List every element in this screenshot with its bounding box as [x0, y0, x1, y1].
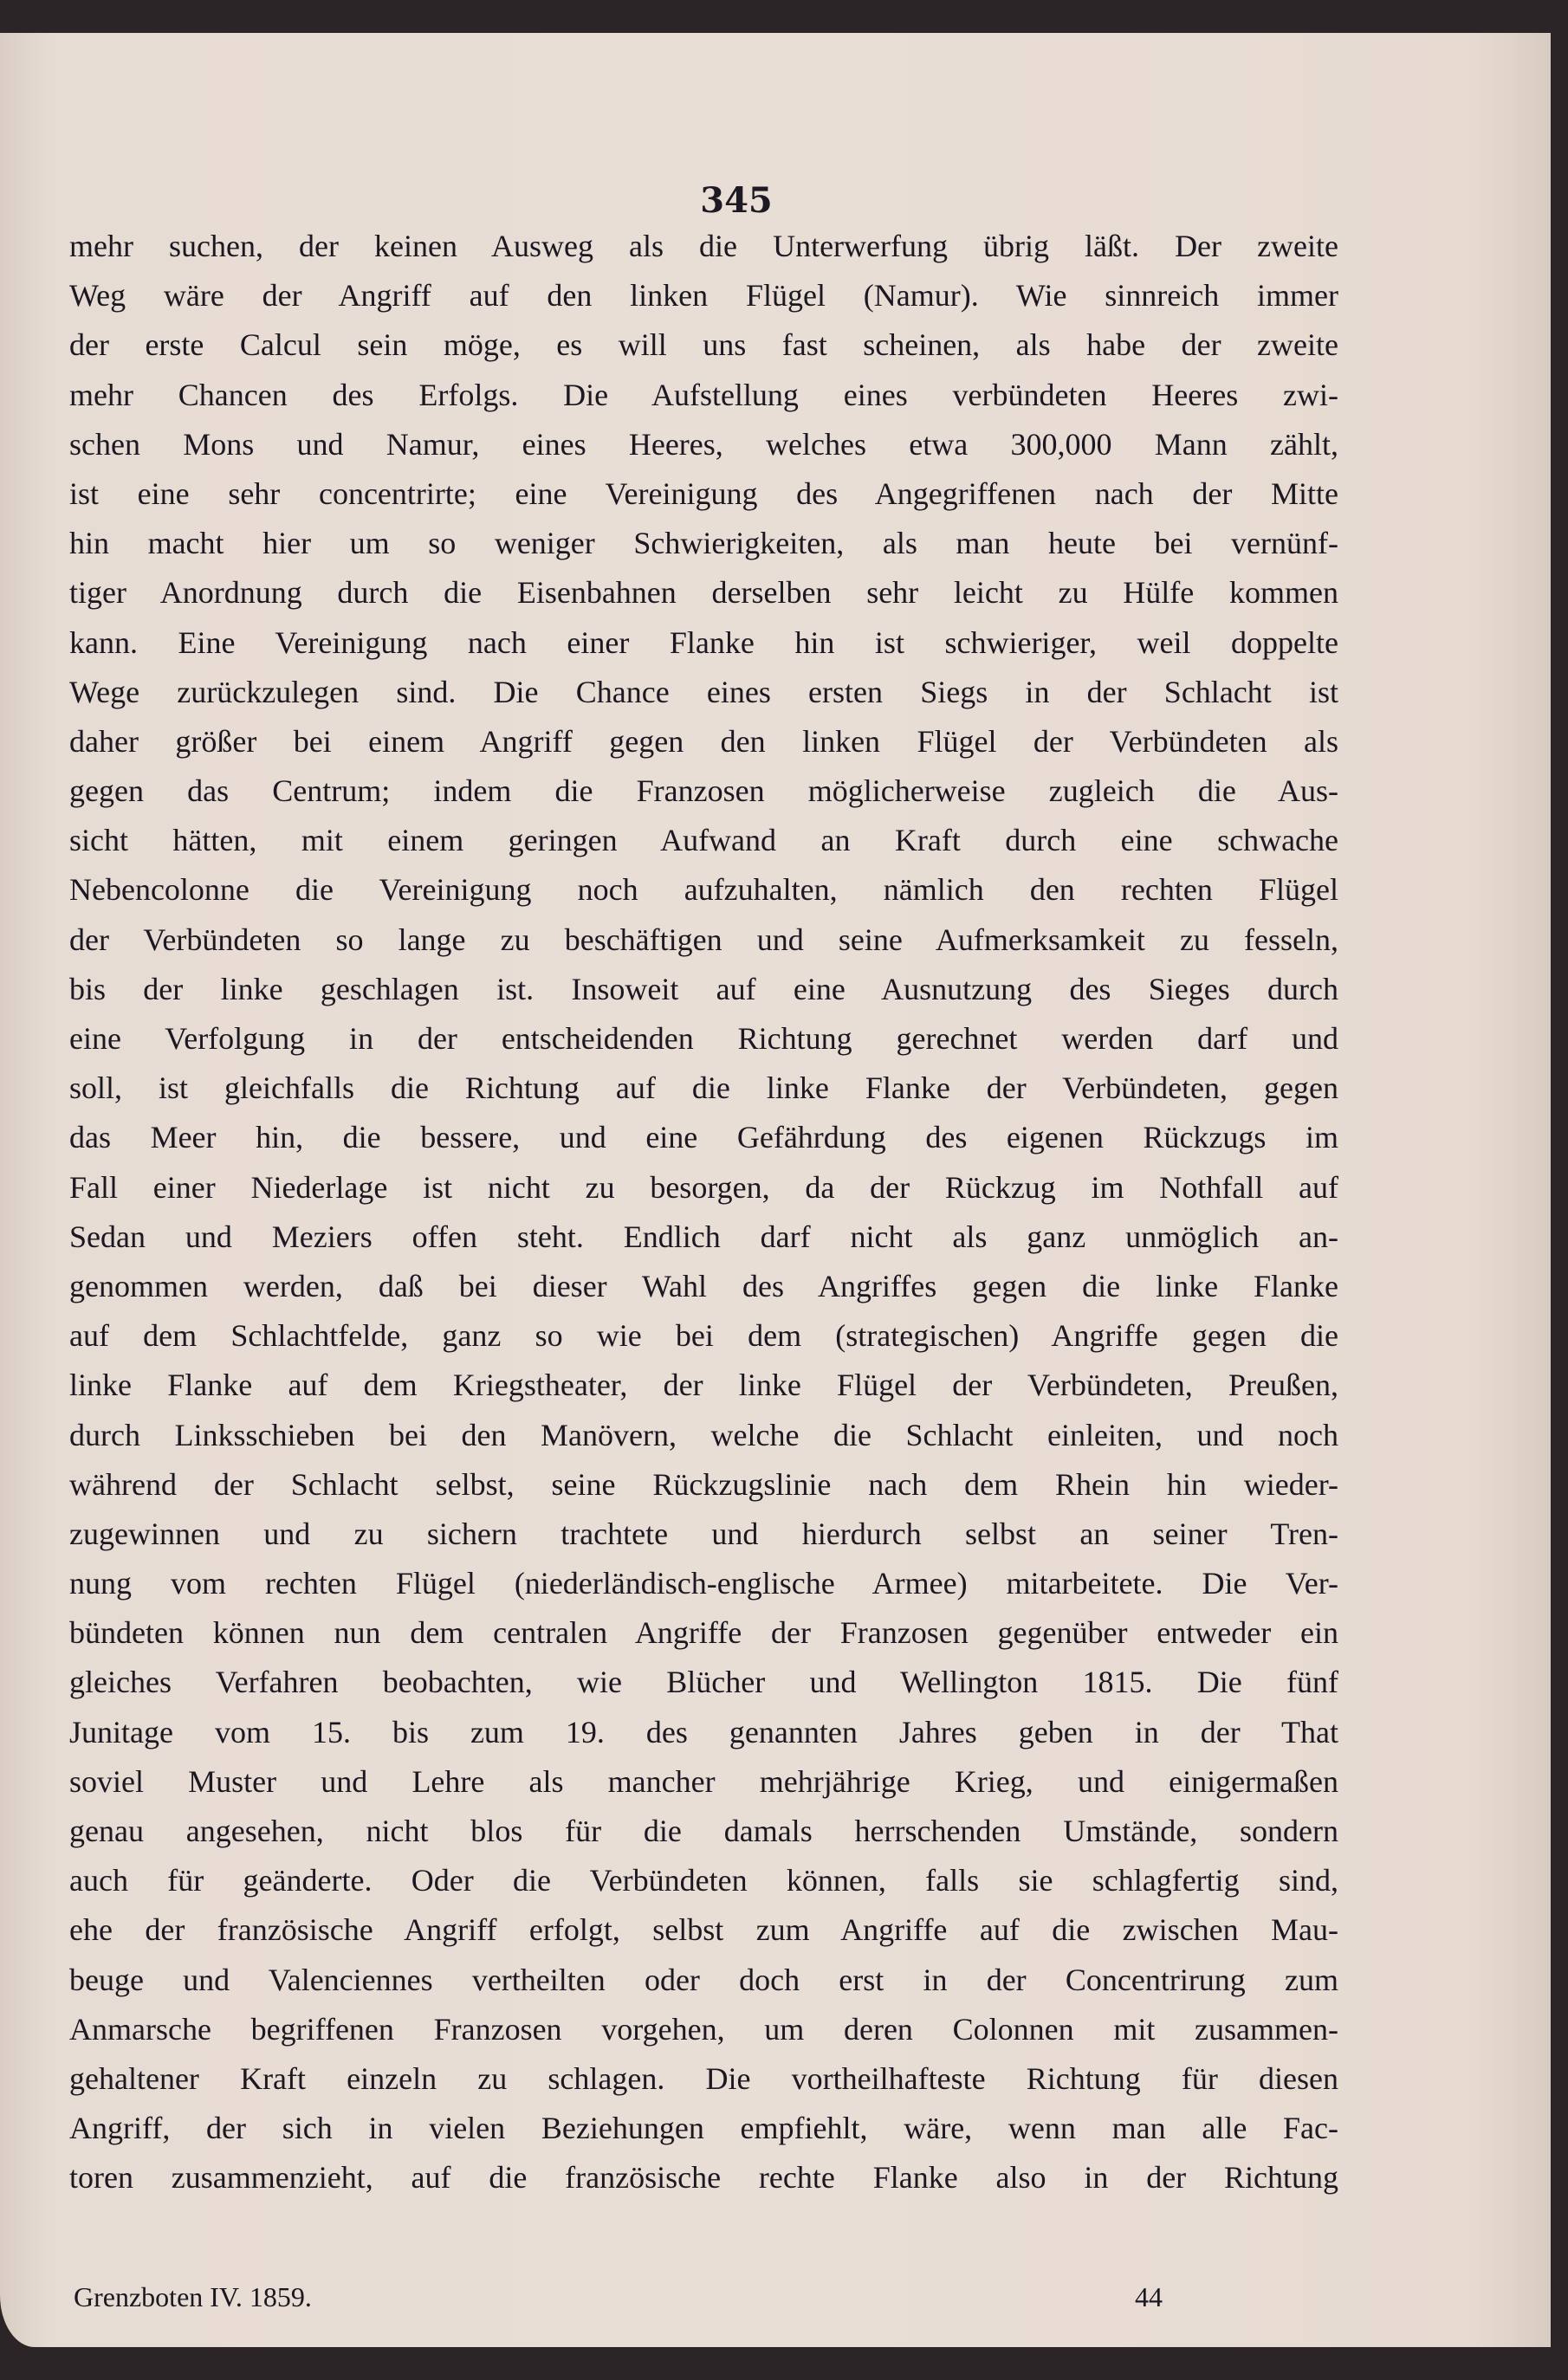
text-line: sicht hätten, mit einem geringen Aufwand an Kraft durch eine schwache	[69, 823, 1338, 858]
text-line: Fall einer Niederlage ist nicht zu besorgen, da der Rückzug im Nothfall auf	[69, 1169, 1338, 1205]
body-text	[69, 222, 1338, 2203]
text-line: ehe der französische Angriff erfolgt, selbst zum Angriffe auf die zwischen Mau-	[69, 1912, 1338, 1948]
text-line: durch Linksschieben bei den Manövern, welche die Schlacht einleiten, und noch	[69, 1417, 1338, 1452]
text-line: linke Flanke auf dem Kriegstheater, der linke Flügel der Verbündeten, Preußen,	[69, 1368, 1338, 1403]
text-line: Junitage vom 15. bis zum 19. des genannten Jahres geben in der That	[69, 1714, 1338, 1749]
text-line: genau angesehen, nicht blos für die damals herrschenden Umstände, sondern	[69, 1814, 1338, 1848]
text-line: zugewinnen und zu sichern trachtete und hierdurch selbst an seiner Tren-	[69, 1516, 1338, 1551]
text-line: auf dem Schlachtfelde, ganz so wie bei dem (strategischen) Angriffe gegen die	[69, 1318, 1338, 1354]
text-line: gehaltener Kraft einzeln zu schlagen. Die vortheilhafteste Richtung für diesen	[69, 2060, 1338, 2096]
footer-sheet-number: 44	[1135, 2281, 1163, 2312]
text-line: gegen das Centrum; indem die Franzosen möglicherweise zugleich die Aus-	[69, 773, 1338, 809]
text-line: Sedan und Meziers offen steht. Endlich darf nicht als ganz unmöglich an-	[69, 1219, 1338, 1254]
text-line: toren zusammenzieht, auf die französische rechte Flanke also in der Richtung	[69, 2160, 1338, 2196]
text-line: mehr Chancen des Erfolgs. Die Aufstellung eines verbündeten Heeres zwi-	[69, 377, 1338, 412]
footer-signature: Grenzboten IV. 1859.	[74, 2281, 312, 2312]
text-line: Weg wäre der Angriff auf den linken Flügel (Namur). Wie sinnreich immer	[69, 278, 1338, 314]
text-line: hin macht hier um so weniger Schwierigkeiten, als man heute bei vernünf-	[69, 526, 1338, 561]
text-line: schen Mons und Namur, eines Heeres, welches etwa 300,000 Mann zählt,	[69, 426, 1338, 462]
text-line: Anmarsche begriffenen Franzosen vorgehen, um deren Colonnen mit zusammen-	[69, 2011, 1338, 2047]
text-line: soviel Muster und Lehre als mancher mehrjährige Krieg, und einigermaßen	[69, 1763, 1338, 1799]
text-line: das Meer hin, die bessere, und eine Gefährdung des eigenen Rückzugs im	[69, 1120, 1338, 1155]
page-number: 345	[700, 180, 773, 221]
text-line: genommen werden, daß bei dieser Wahl des Angriffes gegen die linke Flanke	[69, 1268, 1338, 1303]
text-line: Wege zurückzulegen sind. Die Chance eines ersten Siegs in der Schlacht ist	[69, 674, 1338, 709]
text-line: ist eine sehr concentrirte; eine Vereinigung des Angegriffenen nach der Mitte	[69, 475, 1338, 511]
text-line: auch für geänderte. Oder die Verbündeten können, falls sie schlagfertig sind,	[69, 1863, 1338, 1898]
text-line: gleiches Verfahren beobachten, wie Blücher und Wellington 1815. Die fünf	[69, 1665, 1338, 1700]
text-line: eine Verfolgung in der entscheidenden Richtung gerechnet werden darf und	[69, 1021, 1338, 1056]
book-page	[0, 33, 1551, 2347]
text-line: Angriff, der sich in vielen Beziehungen empfiehlt, wäre, wenn man alle Fac-	[69, 2111, 1338, 2146]
text-line: daher größer bei einem Angriff gegen den linken Flügel der Verbündeten als	[69, 723, 1338, 759]
text-line: bis der linke geschlagen ist. Insoweit auf eine Ausnutzung des Sieges durch	[69, 971, 1338, 1006]
text-line: kann. Eine Vereinigung nach einer Flanke hin ist schwieriger, weil doppelte	[69, 624, 1338, 660]
text-line: der erste Calcul sein möge, es will uns fast scheinen, als habe der zweite	[69, 327, 1338, 363]
text-line: beuge und Valenciennes vertheilten oder doch erst in der Concentrirung zum	[69, 1962, 1338, 1997]
text-line: nung vom rechten Flügel (niederländisch-englische Armee) mitarbeitete. Die Ver-	[69, 1566, 1338, 1601]
text-line: der Verbündeten so lange zu beschäftigen und seine Aufmerksamkeit zu fesseln,	[69, 922, 1338, 957]
text-line: tiger Anordnung durch die Eisenbahnen derselben sehr leicht zu Hülfe kommen	[69, 575, 1338, 611]
text-line: während der Schlacht selbst, seine Rückzugslinie nach dem Rhein hin wieder-	[69, 1466, 1338, 1502]
text-line: mehr suchen, der keinen Ausweg als die Unterwerfung übrig läßt. Der zweite	[69, 229, 1338, 263]
text-line: bündeten können nun dem centralen Angriffe der Franzosen gegenüber entweder ein	[69, 1615, 1338, 1651]
text-line: soll, ist gleichfalls die Richtung auf die linke Flanke der Verbündeten, gegen	[69, 1070, 1338, 1106]
text-line: Nebencolonne die Vereinigung noch aufzuhalten, nämlich den rechten Flügel	[69, 872, 1338, 908]
